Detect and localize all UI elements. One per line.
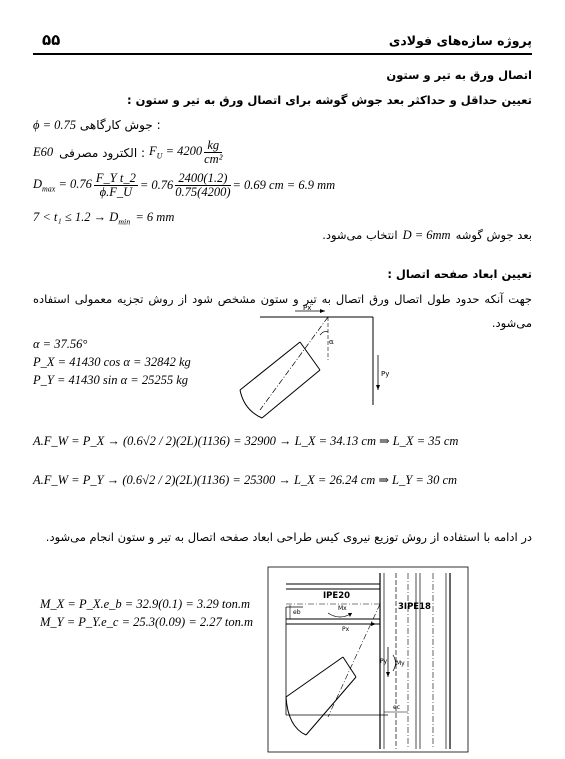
decomposition-paragraph: جهت آنکه حدود طول اتصال ورق اتصال به تیر و ستون مشخص شود از روش تجزیه معمولی استفاده می‌شود. xyxy=(33,292,532,330)
ec-label: ec xyxy=(393,704,400,711)
phi-label: : جوش کارگاهی xyxy=(79,118,161,132)
fig1-alpha-label: α xyxy=(329,338,334,346)
dmax-frac2-num: 2400(1.2) xyxy=(175,172,230,186)
mx-label: Mx xyxy=(338,605,347,612)
column-section-label: 3IPE18 xyxy=(398,602,431,612)
header-title: پروژه سازه‌های فولادی xyxy=(388,33,532,48)
dmax-result: = 0.69 cm = 6.9 mm xyxy=(232,178,336,192)
fu-unit-fraction xyxy=(204,139,222,166)
connection-drawing xyxy=(268,567,468,752)
beam-section-label: IPE20 xyxy=(323,591,351,601)
dmax-fraction-2 xyxy=(175,172,230,199)
dmin-equation: 7 < t₁ ≤ 1.2 → D xyxy=(33,210,119,224)
fu-value: = 4200 xyxy=(165,144,203,159)
dmax-symbol: D xyxy=(33,177,43,192)
dmin-line: $7 < t_1 \le 1.2 \to D_{min} = 6$ mm xyxy=(33,210,175,227)
fu-symbol: F xyxy=(149,144,157,159)
electrode-label: : الکترود مصرفی xyxy=(59,145,146,160)
electrode-line: E60 : الکترود مصرفی $F_U = 4200$ $\frac{kg}{\text{cm²}}$ xyxy=(33,138,223,166)
py-equation: P_Y = 41430 sin α = 25255 kg xyxy=(33,373,189,387)
phi-line xyxy=(33,118,161,133)
dmax-line: $D_{max} = 0.76$ $\frac{\text{F\_Y t\_2}}{\phi.F\_U}$ = 0.76 $\frac{2400(1.2)}{0.75(4200)}$ = 0.69 cm = 6.9 mm xyxy=(33,171,336,199)
decomposition-diagram xyxy=(240,309,380,418)
fu-unit-den: cm² xyxy=(204,152,223,166)
alpha-equation: α = 37.56° xyxy=(33,337,88,351)
dmax-frac1-den: ϕ.F_U xyxy=(99,185,133,199)
mx-equation: M_X = P_X.e_b = 32.9(0.1) = 3.29 ton.m xyxy=(40,597,250,611)
eb-label: eb xyxy=(293,609,301,616)
header-rule xyxy=(33,53,532,55)
dmax-frac2-den: 0.75(4200) xyxy=(175,185,231,199)
px-equation: P_X = 41430 cos α = 32842 kg xyxy=(33,355,191,369)
section-heading-plate-dimensions: تعیین ابعاد صفحه اتصال : xyxy=(387,267,532,281)
selection-equation: D = 6mm xyxy=(402,228,451,242)
weld-length-equation-y: A.F_W = P_Y → (0.6√2 / 2)(2L)(1136) = 25300 → L_X = 26.24 cm ⇒ L_Y = 30 cm xyxy=(33,473,458,487)
my-label: My xyxy=(396,660,405,667)
selection-line xyxy=(322,228,532,243)
weld-length-equation-x: A.F_W = P_X → (0.6√2 / 2)(2L)(1136) = 32900 → L_X = 34.13 cm ⇒ L_X = 35 cm xyxy=(33,434,459,448)
page-number: ۵۵ xyxy=(42,31,61,49)
my-equation: M_Y = P_Y.e_c = 25.3(0.09) = 2.27 ton.m xyxy=(40,615,254,629)
beam-column-connection-figure xyxy=(268,567,468,752)
section-subheading-weld-size: تعیین حداقل و حداکثر بعد جوش گوشه برای اتصال ورق به تیر و ستون : xyxy=(127,93,532,107)
electrode-name: E60 xyxy=(33,145,54,159)
dmin-result: = 6 mm xyxy=(135,210,175,224)
fig2-py-label: Py xyxy=(380,658,388,665)
dmax-frac1-num: F_Y t_2 xyxy=(95,171,136,185)
kiss-method-paragraph: در ادامه با استفاده از روش توزیع نیروی کیس طراحی ابعاد صفحه اتصال به تیر و ستون انجام می‌شود. xyxy=(45,530,532,544)
fig1-px-label: Px xyxy=(303,304,312,312)
dmax-fraction-1 xyxy=(94,172,138,199)
force-decomposition-figure xyxy=(240,300,390,430)
selection-post: انتخاب می‌شود. xyxy=(322,228,398,242)
selection-pre: بعد جوش گوشه xyxy=(455,228,532,242)
phi-equation: ϕ = 0.75 xyxy=(33,118,77,132)
fig1-py-label: Py xyxy=(381,370,390,378)
fig2-px-label: Px xyxy=(342,626,350,633)
dmax-coef: = 0.76 xyxy=(58,177,92,192)
dmax-coef-2: = 0.76 xyxy=(139,178,174,192)
section-heading-plate-connection: اتصال ورق به تیر و ستون xyxy=(386,68,532,82)
fu-unit-num: kg xyxy=(204,139,222,153)
